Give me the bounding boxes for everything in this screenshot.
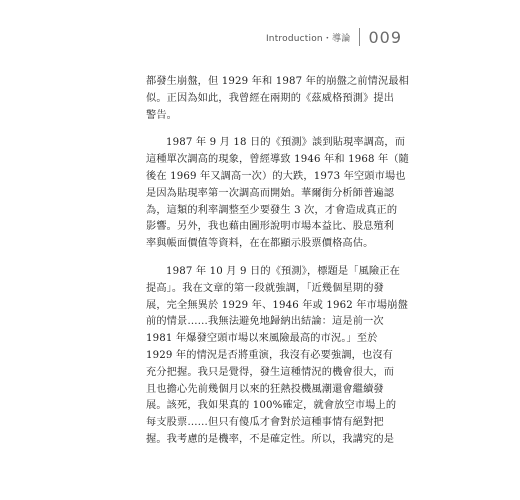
- text-line: 充分把握。我只是覺得，發生這種情況的機會很大，而: [146, 366, 395, 378]
- text-line: 1987 年 9 月 18 日的《預測》談到貼現率調高，而: [166, 137, 406, 149]
- text-line: 為，這類的利率調整至少要發生 3 次，才會造成真正的: [146, 204, 398, 216]
- paragraph: [146, 264, 408, 449]
- text-line: 前的情景……我無法避免地歸納出結論：這是前一次: [146, 316, 384, 328]
- text-line: 後在 1969 年又調高一次）的大跌，1973 年空頭市場也: [146, 170, 406, 182]
- text-line: 1981 年爆發空頭市場以來風險最高的市況。」至於: [146, 333, 378, 345]
- page-number: 009: [368, 27, 402, 47]
- body-text: [146, 74, 410, 460]
- paragraph: [146, 135, 410, 253]
- text-line: 提高」。我在文章的第一段就強調，「近幾個星期的發: [146, 282, 384, 294]
- text-line: 每支股票……但只有傻瓜才會對於這種事情有絕對把: [146, 417, 384, 429]
- text-line: 且也擔心先前幾個月以來的狂熱投機風潮還會繼續發: [146, 383, 384, 395]
- header-divider: [359, 28, 360, 46]
- text-line: 1987 年 10 月 9 日的《預測》，標題是「風險正在: [166, 265, 400, 277]
- text-line: 是因為貼現率第一次調高而開始。華爾街分析師普遍認: [146, 187, 395, 199]
- running-header: [266, 27, 402, 47]
- text-line: 這種單次調高的現象，曾經導致 1946 年和 1968 年（隨: [146, 154, 410, 166]
- text-line: 影響。另外，我也藉由圖形說明市場本益比、股息殖利: [146, 221, 395, 233]
- text-line: 率與帳面價值等資料，在在都顯示股票價格高估。: [146, 238, 374, 250]
- chapter-title: Introduction・導論: [265, 33, 351, 44]
- text-line: 握。我考慮的是機率，不是確定性。所以，我講究的是: [146, 433, 395, 445]
- text-line: 警告。: [146, 109, 178, 121]
- text-line: 都發生崩盤，但 1929 年和 1987 年的崩盤之前情況最相: [146, 76, 410, 87]
- text-line: 展。該死，我如果真的 100%確定，就會放空市場上的: [146, 400, 397, 412]
- text-line: 1929 年的情況是否將重演，我沒有必要強調，也沒有: [146, 349, 393, 361]
- text-line: 似。正因為如此，我曾經在兩期的《茲威格預測》提出: [146, 92, 395, 104]
- paragraph: [146, 74, 410, 124]
- text-line: 展，完全無異於 1929 年、1946 年或 1962 年市場崩盤: [146, 299, 408, 311]
